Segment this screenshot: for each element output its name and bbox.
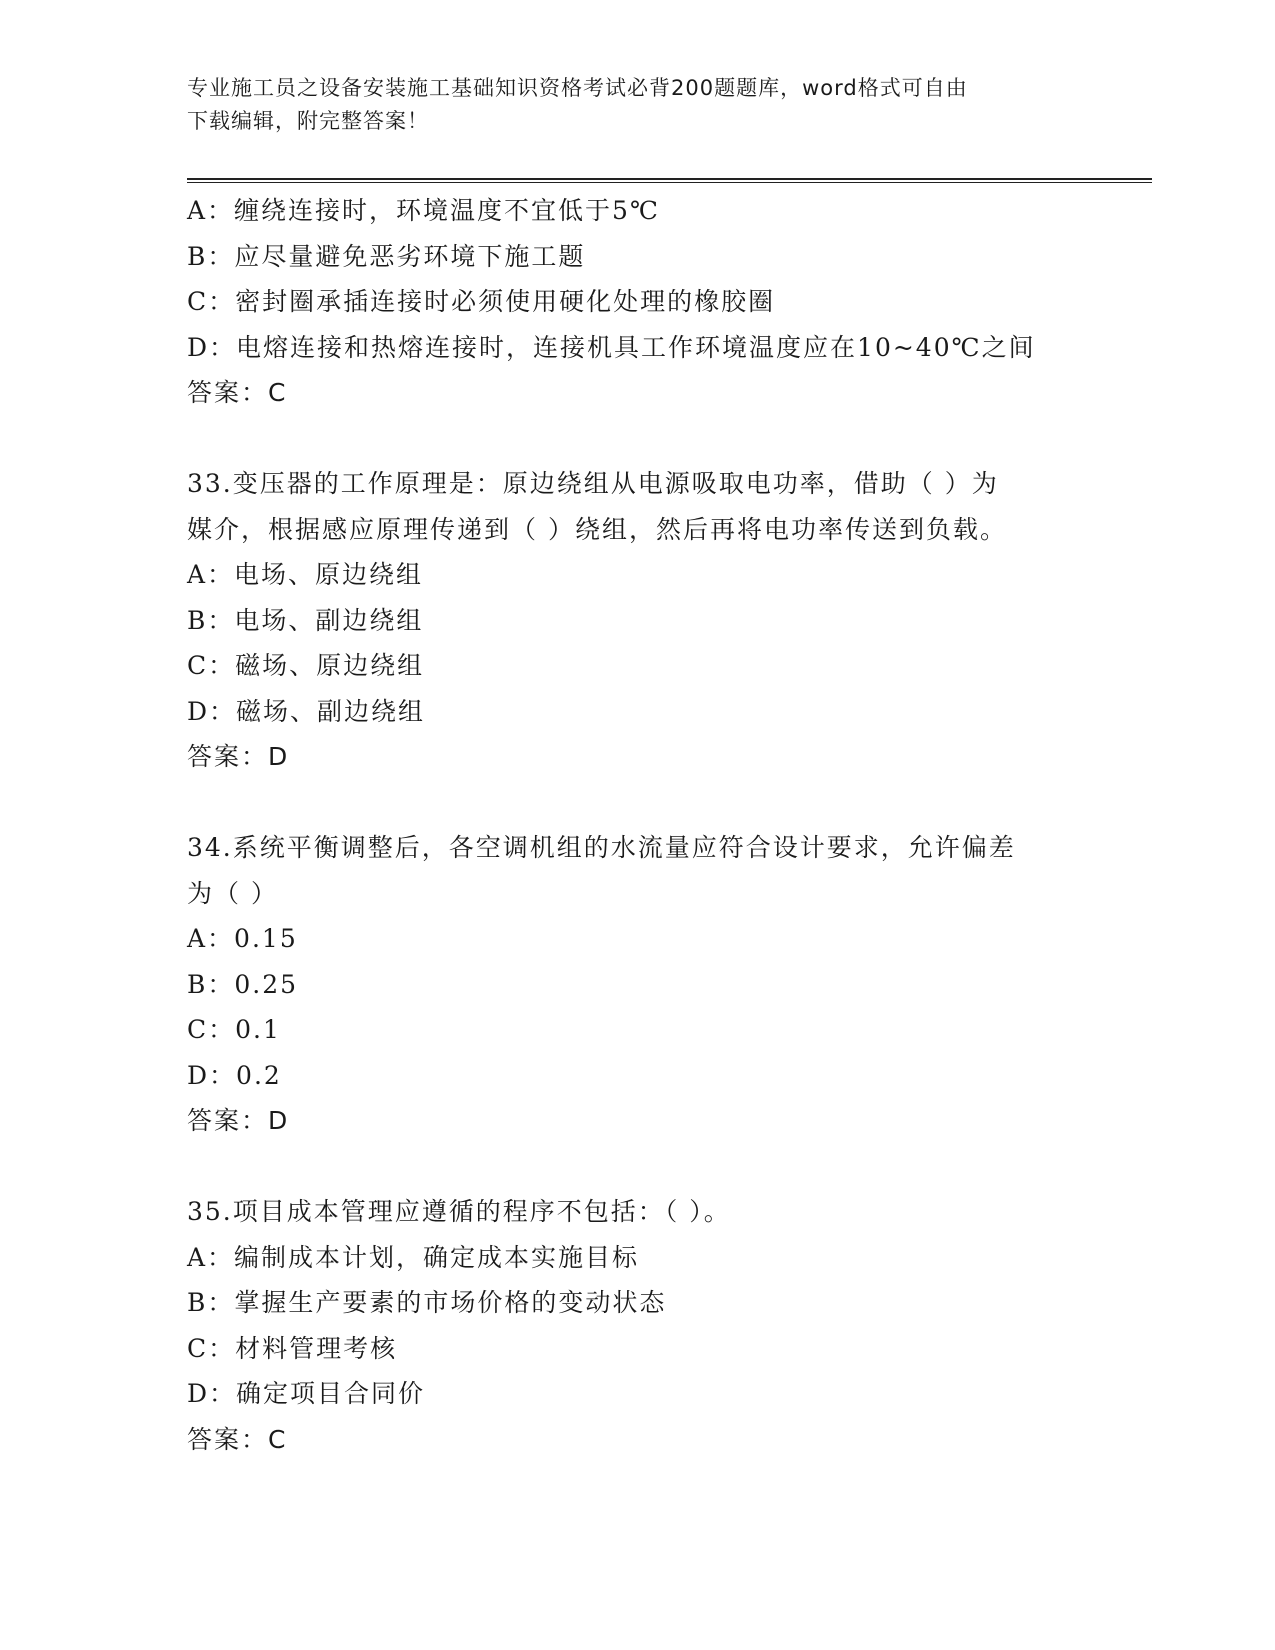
option-b: B：应尽量避免恶劣环境下施工题 xyxy=(187,241,586,271)
answer-line: 答案：D xyxy=(187,1106,290,1135)
option-d: D：0.2 xyxy=(187,1060,282,1090)
header-divider xyxy=(187,178,1152,183)
option-a: A：0.15 xyxy=(187,924,298,953)
document-header xyxy=(187,72,1067,138)
option-c: C：0.1 xyxy=(187,1015,281,1044)
question-stem-line-2: 为（ ） xyxy=(187,878,278,908)
option-c: C：密封圈承插连接时必须使用硬化处理的橡胶圈 xyxy=(187,287,776,316)
option-a: A：电场、原边绕组 xyxy=(187,560,424,589)
answer-line: 答案：C xyxy=(187,1424,288,1454)
question-34-block xyxy=(187,825,1087,1144)
option-d: D：电熔连接和热熔连接时，连接机具工作环境温度应在10~40℃之间 xyxy=(187,332,1036,362)
header-line-1: 专业施工员之设备安装施工基础知识资格考试必背200题题库，word格式可自由 xyxy=(187,76,968,100)
answer-line: 答案：D xyxy=(187,742,290,771)
option-c: C：磁场、原边绕组 xyxy=(187,651,425,680)
option-b: B：电场、副边绕组 xyxy=(187,605,424,635)
option-a: A：编制成本计划，确定成本实施目标 xyxy=(187,1242,640,1272)
option-b: B：掌握生产要素的市场价格的变动状态 xyxy=(187,1288,667,1317)
spacer xyxy=(187,416,1087,462)
question-stem-line-1: 35.项目成本管理应遵循的程序不包括：（ ）。 xyxy=(187,1197,731,1226)
answer-line: 答案：C xyxy=(187,378,288,407)
question-stem-line-1: 33.变压器的工作原理是：原边绕组从电源吸取电功率，借助（ ）为 xyxy=(187,469,999,498)
question-stem-line-1: 34.系统平衡调整后，各空调机组的水流量应符合设计要求，允许偏差 xyxy=(187,833,1016,862)
document-body xyxy=(187,188,1087,1462)
spacer xyxy=(187,780,1087,826)
option-a: A：缠绕连接时，环境温度不宜低于5℃ xyxy=(187,196,660,225)
option-b: B：0.25 xyxy=(187,969,299,999)
question-33-block xyxy=(187,461,1087,780)
question-stem-line-2: 媒介，根据感应原理传递到（ ）绕组，然后再将电功率传送到负载。 xyxy=(187,514,1007,544)
option-d: D：确定项目合同价 xyxy=(187,1379,426,1408)
question-35-block xyxy=(187,1189,1087,1462)
header-line-2: 下载编辑，附完整答案！ xyxy=(187,109,429,133)
option-c: C：材料管理考核 xyxy=(187,1333,398,1363)
question-32-block xyxy=(187,188,1087,416)
option-d: D：磁场、副边绕组 xyxy=(187,696,426,726)
spacer xyxy=(187,1144,1087,1190)
